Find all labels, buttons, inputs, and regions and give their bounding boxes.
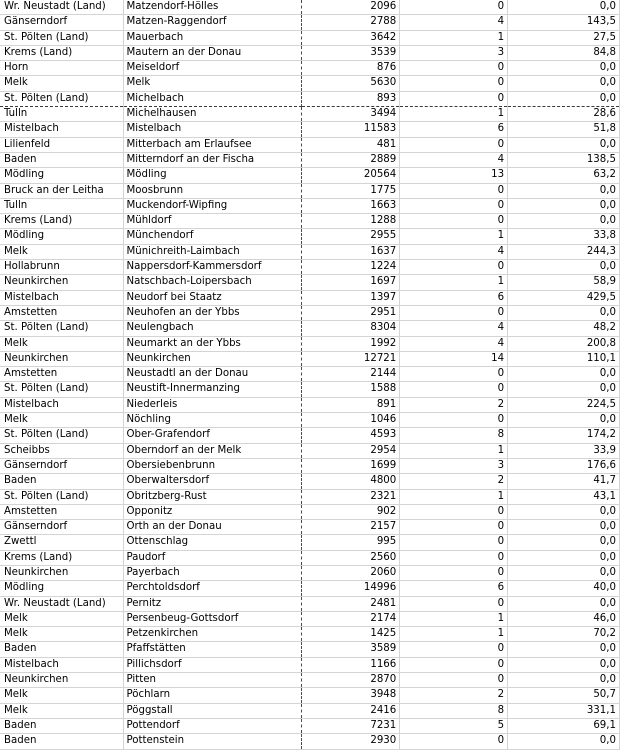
district-cell[interactable]: Melk xyxy=(0,413,124,428)
district-cell[interactable]: Mödling xyxy=(0,581,124,596)
cases-cell[interactable]: 0 xyxy=(400,657,508,672)
table-row xyxy=(0,550,620,565)
population-cell[interactable]: 995 xyxy=(302,535,400,550)
municipality-cell[interactable]: Oberwaltersdorf xyxy=(124,474,302,489)
district-cell[interactable]: Neunkirchen xyxy=(0,565,124,580)
table-row xyxy=(0,122,620,137)
district-cell[interactable]: Baden xyxy=(0,734,124,749)
incidence-cell[interactable]: 0,0 xyxy=(508,673,620,688)
cases-cell[interactable]: 0 xyxy=(400,214,508,229)
table-row xyxy=(0,305,620,320)
cases-cell[interactable]: 1 xyxy=(400,275,508,290)
municipality-cell[interactable]: Pottenstein xyxy=(124,734,302,749)
population-cell[interactable]: 2951 xyxy=(302,305,400,320)
incidence-cell[interactable]: 0,0 xyxy=(508,550,620,565)
district-cell[interactable]: Melk xyxy=(0,627,124,642)
municipality-cell[interactable]: Ottenschlag xyxy=(124,535,302,550)
table-row xyxy=(0,168,620,183)
population-cell[interactable]: 2060 xyxy=(302,565,400,580)
cases-cell[interactable]: 0 xyxy=(400,535,508,550)
district-cell[interactable]: Neunkirchen xyxy=(0,351,124,366)
population-cell[interactable]: 2481 xyxy=(302,596,400,611)
municipality-cell[interactable]: Neustift-Innermanzing xyxy=(124,382,302,397)
table-row xyxy=(0,290,620,305)
population-cell[interactable]: 2174 xyxy=(302,611,400,626)
population-cell[interactable]: 12721 xyxy=(302,351,400,366)
population-cell[interactable]: 1046 xyxy=(302,413,400,428)
municipality-cell[interactable]: Melk xyxy=(124,76,302,91)
cases-cell[interactable]: 0 xyxy=(400,596,508,611)
population-cell[interactable]: 1637 xyxy=(302,244,400,259)
population-cell[interactable]: 11583 xyxy=(302,122,400,137)
table-row xyxy=(0,183,620,198)
table-row xyxy=(0,45,620,60)
district-cell[interactable]: Amstetten xyxy=(0,504,124,519)
municipality-cell[interactable]: Obritzberg-Rust xyxy=(124,489,302,504)
district-cell[interactable]: Melk xyxy=(0,244,124,259)
cases-cell[interactable]: 0 xyxy=(400,520,508,535)
table-row xyxy=(0,336,620,351)
cases-cell[interactable]: 0 xyxy=(400,565,508,580)
district-cell[interactable]: Mistelbach xyxy=(0,290,124,305)
municipality-cell[interactable]: Michelhausen xyxy=(124,107,302,122)
population-cell[interactable]: 2096 xyxy=(302,0,400,15)
cases-cell[interactable]: 0 xyxy=(400,260,508,275)
cases-cell[interactable]: 0 xyxy=(400,198,508,213)
incidence-cell[interactable]: 46,0 xyxy=(508,611,620,626)
incidence-cell[interactable]: 0,0 xyxy=(508,61,620,76)
cases-cell[interactable]: 0 xyxy=(400,382,508,397)
table-row xyxy=(0,260,620,275)
cases-cell[interactable]: 6 xyxy=(400,290,508,305)
population-cell[interactable]: 1397 xyxy=(302,290,400,305)
population-cell[interactable]: 1775 xyxy=(302,183,400,198)
population-cell[interactable]: 3948 xyxy=(302,688,400,703)
table-row xyxy=(0,244,620,259)
district-cell[interactable]: Mistelbach xyxy=(0,122,124,137)
incidence-cell[interactable]: 244,3 xyxy=(508,244,620,259)
population-cell[interactable]: 2870 xyxy=(302,673,400,688)
population-cell[interactable]: 2788 xyxy=(302,15,400,30)
district-cell[interactable]: Baden xyxy=(0,152,124,167)
district-cell[interactable]: Baden xyxy=(0,718,124,733)
incidence-cell[interactable]: 0,0 xyxy=(508,642,620,657)
cases-cell[interactable]: 6 xyxy=(400,581,508,596)
district-cell[interactable]: Gänserndorf xyxy=(0,458,124,473)
cases-cell[interactable]: 6 xyxy=(400,122,508,137)
incidence-cell[interactable]: 33,8 xyxy=(508,229,620,244)
district-cell[interactable]: St. Pölten (Land) xyxy=(0,428,124,443)
cases-cell[interactable]: 0 xyxy=(400,413,508,428)
incidence-cell[interactable]: 33,9 xyxy=(508,443,620,458)
population-cell[interactable]: 2889 xyxy=(302,152,400,167)
district-cell[interactable]: Zwettl xyxy=(0,535,124,550)
table-row xyxy=(0,627,620,642)
municipality-cell[interactable]: Pöchlarn xyxy=(124,688,302,703)
district-cell[interactable]: Neunkirchen xyxy=(0,673,124,688)
municipality-cell[interactable]: Petzenkirchen xyxy=(124,627,302,642)
table-row xyxy=(0,504,620,519)
table-row xyxy=(0,76,620,91)
table-row xyxy=(0,137,620,152)
population-cell[interactable]: 1588 xyxy=(302,382,400,397)
incidence-cell[interactable]: 43,1 xyxy=(508,489,620,504)
table-row xyxy=(0,734,620,749)
incidence-cell[interactable]: 429,5 xyxy=(508,290,620,305)
cases-cell[interactable]: 0 xyxy=(400,734,508,749)
table-row xyxy=(0,428,620,443)
population-cell[interactable]: 2157 xyxy=(302,520,400,535)
municipality-cell[interactable]: Nöchling xyxy=(124,413,302,428)
district-cell[interactable]: Melk xyxy=(0,336,124,351)
cases-cell[interactable]: 2 xyxy=(400,688,508,703)
municipality-cell[interactable]: Perchtoldsdorf xyxy=(124,581,302,596)
district-cell[interactable]: Bruck an der Leitha xyxy=(0,183,124,198)
population-cell[interactable]: 1663 xyxy=(302,198,400,213)
district-cell[interactable]: Melk xyxy=(0,76,124,91)
table-row xyxy=(0,611,620,626)
population-cell[interactable]: 1699 xyxy=(302,458,400,473)
incidence-cell[interactable]: 0,0 xyxy=(508,260,620,275)
table-row xyxy=(0,520,620,535)
cases-cell[interactable]: 4 xyxy=(400,244,508,259)
municipality-cell[interactable]: Oberndorf an der Melk xyxy=(124,443,302,458)
cases-cell[interactable]: 1 xyxy=(400,229,508,244)
incidence-cell[interactable]: 224,5 xyxy=(508,397,620,412)
population-cell[interactable]: 3589 xyxy=(302,642,400,657)
table-row xyxy=(0,367,620,382)
district-cell[interactable]: Tulln xyxy=(0,107,124,122)
table-row xyxy=(0,458,620,473)
municipality-cell[interactable]: Meiseldorf xyxy=(124,61,302,76)
incidence-cell[interactable]: 50,7 xyxy=(508,688,620,703)
incidence-cell[interactable]: 0,0 xyxy=(508,137,620,152)
cases-cell[interactable]: 1 xyxy=(400,107,508,122)
municipality-cell[interactable]: Pernitz xyxy=(124,596,302,611)
table-row xyxy=(0,382,620,397)
cases-cell[interactable]: 0 xyxy=(400,0,508,15)
district-cell[interactable]: Amstetten xyxy=(0,367,124,382)
municipality-cell[interactable]: Pöggstall xyxy=(124,703,302,718)
cases-cell[interactable]: 0 xyxy=(400,550,508,565)
table-row xyxy=(0,229,620,244)
incidence-cell[interactable]: 0,0 xyxy=(508,214,620,229)
municipality-cell[interactable]: Pottendorf xyxy=(124,718,302,733)
incidence-cell[interactable]: 0,0 xyxy=(508,305,620,320)
district-cell[interactable]: Scheibbs xyxy=(0,443,124,458)
table-row xyxy=(0,413,620,428)
municipality-cell[interactable]: Neumarkt an der Ybbs xyxy=(124,336,302,351)
table-row xyxy=(0,91,620,106)
incidence-cell[interactable]: 58,9 xyxy=(508,275,620,290)
district-cell[interactable]: Lilienfeld xyxy=(0,137,124,152)
table-row xyxy=(0,443,620,458)
district-cell[interactable]: Melk xyxy=(0,688,124,703)
population-cell[interactable]: 7231 xyxy=(302,718,400,733)
table-row xyxy=(0,30,620,45)
cases-cell[interactable]: 0 xyxy=(400,642,508,657)
district-cell[interactable]: Wr. Neustadt (Land) xyxy=(0,596,124,611)
cases-cell[interactable]: 8 xyxy=(400,703,508,718)
incidence-cell[interactable]: 176,6 xyxy=(508,458,620,473)
table-row xyxy=(0,535,620,550)
incidence-cell[interactable]: 200,8 xyxy=(508,336,620,351)
district-cell[interactable]: Krems (Land) xyxy=(0,550,124,565)
population-cell[interactable]: 1288 xyxy=(302,214,400,229)
incidence-cell[interactable]: 51,8 xyxy=(508,122,620,137)
cases-cell[interactable]: 0 xyxy=(400,673,508,688)
municipality-cell[interactable]: Neuhofen an der Ybbs xyxy=(124,305,302,320)
table-row xyxy=(0,0,620,15)
incidence-cell[interactable]: 0,0 xyxy=(508,183,620,198)
district-cell[interactable]: Krems (Land) xyxy=(0,45,124,60)
municipality-cell[interactable]: Nappersdorf-Kammersdorf xyxy=(124,260,302,275)
municipality-cell[interactable]: Obersiebenbrunn xyxy=(124,458,302,473)
population-cell[interactable]: 2560 xyxy=(302,550,400,565)
incidence-cell[interactable]: 28,6 xyxy=(508,107,620,122)
cases-cell[interactable]: 1 xyxy=(400,30,508,45)
cases-cell[interactable]: 0 xyxy=(400,91,508,106)
district-cell[interactable]: Krems (Land) xyxy=(0,214,124,229)
population-cell[interactable]: 1166 xyxy=(302,657,400,672)
table-row xyxy=(0,107,620,122)
district-cell[interactable]: Gänserndorf xyxy=(0,520,124,535)
cases-cell[interactable]: 0 xyxy=(400,76,508,91)
cases-cell[interactable]: 0 xyxy=(400,137,508,152)
cases-cell[interactable]: 1 xyxy=(400,489,508,504)
population-cell[interactable]: 891 xyxy=(302,397,400,412)
district-cell[interactable]: Neunkirchen xyxy=(0,275,124,290)
municipality-cell[interactable]: Mauerbach xyxy=(124,30,302,45)
incidence-cell[interactable]: 0,0 xyxy=(508,198,620,213)
population-cell[interactable]: 481 xyxy=(302,137,400,152)
municipality-cell[interactable]: Muckendorf-Wipfing xyxy=(124,198,302,213)
incidence-cell[interactable]: 0,0 xyxy=(508,657,620,672)
incidence-cell[interactable]: 331,1 xyxy=(508,703,620,718)
population-cell[interactable]: 3642 xyxy=(302,30,400,45)
incidence-cell[interactable]: 0,0 xyxy=(508,535,620,550)
municipality-cell[interactable]: Moosbrunn xyxy=(124,183,302,198)
municipality-cell[interactable]: Matzendorf-Hölles xyxy=(124,0,302,15)
cases-cell[interactable]: 1 xyxy=(400,443,508,458)
district-cell[interactable]: Wr. Neustadt (Land) xyxy=(0,0,124,15)
district-cell[interactable]: Melk xyxy=(0,611,124,626)
population-cell[interactable]: 8304 xyxy=(302,321,400,336)
population-cell[interactable]: 1224 xyxy=(302,260,400,275)
table-row xyxy=(0,642,620,657)
municipality-cell[interactable]: Mistelbach xyxy=(124,122,302,137)
municipality-cell[interactable]: Neudorf bei Staatz xyxy=(124,290,302,305)
table-row xyxy=(0,214,620,229)
population-cell[interactable]: 2321 xyxy=(302,489,400,504)
population-cell[interactable]: 14996 xyxy=(302,581,400,596)
incidence-cell[interactable]: 63,2 xyxy=(508,168,620,183)
municipality-cell[interactable]: Orth an der Donau xyxy=(124,520,302,535)
incidence-cell[interactable]: 0,0 xyxy=(508,734,620,749)
incidence-cell[interactable]: 0,0 xyxy=(508,565,620,580)
municipality-cell[interactable]: Matzen-Raggendorf xyxy=(124,15,302,30)
municipality-cell[interactable]: Mödling xyxy=(124,168,302,183)
district-cell[interactable]: Baden xyxy=(0,642,124,657)
municipality-cell[interactable]: Niederleis xyxy=(124,397,302,412)
cases-cell[interactable]: 2 xyxy=(400,397,508,412)
municipality-cell[interactable]: Ober-Grafendorf xyxy=(124,428,302,443)
population-cell[interactable]: 2416 xyxy=(302,703,400,718)
district-cell[interactable]: Melk xyxy=(0,703,124,718)
incidence-cell[interactable]: 41,7 xyxy=(508,474,620,489)
district-cell[interactable]: Tulln xyxy=(0,198,124,213)
population-cell[interactable]: 1425 xyxy=(302,627,400,642)
table-row xyxy=(0,718,620,733)
population-cell[interactable]: 2954 xyxy=(302,443,400,458)
district-cell[interactable]: Amstetten xyxy=(0,305,124,320)
incidence-cell[interactable]: 0,0 xyxy=(508,413,620,428)
table-row xyxy=(0,596,620,611)
municipality-cell[interactable]: Pillichsdorf xyxy=(124,657,302,672)
cases-cell[interactable]: 13 xyxy=(400,168,508,183)
cases-cell[interactable]: 1 xyxy=(400,627,508,642)
district-cell[interactable]: Baden xyxy=(0,474,124,489)
incidence-cell[interactable]: 27,5 xyxy=(508,30,620,45)
municipality-cell[interactable]: Mautern an der Donau xyxy=(124,45,302,60)
table-row xyxy=(0,321,620,336)
incidence-cell[interactable]: 0,0 xyxy=(508,91,620,106)
district-cell[interactable]: Mödling xyxy=(0,168,124,183)
table-row xyxy=(0,61,620,76)
district-cell[interactable]: Mistelbach xyxy=(0,397,124,412)
table-row xyxy=(0,397,620,412)
population-cell[interactable]: 4800 xyxy=(302,474,400,489)
table-row xyxy=(0,351,620,366)
municipality-cell[interactable]: Mitterndorf an der Fischa xyxy=(124,152,302,167)
incidence-cell[interactable]: 138,5 xyxy=(508,152,620,167)
table-row xyxy=(0,474,620,489)
municipality-cell[interactable]: Neunkirchen xyxy=(124,351,302,366)
district-cell[interactable]: Mödling xyxy=(0,229,124,244)
district-cell[interactable]: St. Pölten (Land) xyxy=(0,382,124,397)
district-cell[interactable]: St. Pölten (Land) xyxy=(0,30,124,45)
population-cell[interactable]: 4593 xyxy=(302,428,400,443)
cases-cell[interactable]: 1 xyxy=(400,611,508,626)
municipality-cell[interactable]: Mitterbach am Erlaufsee xyxy=(124,137,302,152)
district-cell[interactable]: Mistelbach xyxy=(0,657,124,672)
cases-cell[interactable]: 3 xyxy=(400,45,508,60)
cases-cell[interactable]: 4 xyxy=(400,321,508,336)
municipality-cell[interactable]: Neustadtl an der Donau xyxy=(124,367,302,382)
cases-cell[interactable]: 0 xyxy=(400,183,508,198)
municipality-cell[interactable]: Persenbeug-Gottsdorf xyxy=(124,611,302,626)
district-cell[interactable]: Hollabrunn xyxy=(0,260,124,275)
municipality-cell[interactable]: Michelbach xyxy=(124,91,302,106)
cases-cell[interactable]: 5 xyxy=(400,718,508,733)
table-row xyxy=(0,703,620,718)
incidence-cell[interactable]: 0,0 xyxy=(508,504,620,519)
population-cell[interactable]: 2955 xyxy=(302,229,400,244)
population-cell[interactable]: 2144 xyxy=(302,367,400,382)
incidence-cell[interactable]: 0,0 xyxy=(508,76,620,91)
table-row xyxy=(0,688,620,703)
population-cell[interactable]: 1992 xyxy=(302,336,400,351)
population-cell[interactable]: 902 xyxy=(302,504,400,519)
incidence-cell[interactable]: 0,0 xyxy=(508,596,620,611)
cases-cell[interactable]: 4 xyxy=(400,152,508,167)
district-cell[interactable]: Gänserndorf xyxy=(0,15,124,30)
municipality-cell[interactable]: Münichreith-Laimbach xyxy=(124,244,302,259)
table-row xyxy=(0,489,620,504)
municipality-cell[interactable]: Münchendorf xyxy=(124,229,302,244)
municipality-cell[interactable]: Pitten xyxy=(124,673,302,688)
cases-cell[interactable]: 4 xyxy=(400,336,508,351)
incidence-cell[interactable]: 143,5 xyxy=(508,15,620,30)
cases-cell[interactable]: 0 xyxy=(400,367,508,382)
cases-cell[interactable]: 2 xyxy=(400,474,508,489)
table-row xyxy=(0,565,620,580)
population-cell[interactable]: 1697 xyxy=(302,275,400,290)
district-cell[interactable]: Horn xyxy=(0,61,124,76)
incidence-cell[interactable]: 0,0 xyxy=(508,0,620,15)
cases-cell[interactable]: 4 xyxy=(400,15,508,30)
municipality-cell[interactable]: Neulengbach xyxy=(124,321,302,336)
incidence-cell[interactable]: 0,0 xyxy=(508,520,620,535)
population-cell[interactable]: 2930 xyxy=(302,734,400,749)
district-cell[interactable]: St. Pölten (Land) xyxy=(0,91,124,106)
district-cell[interactable]: St. Pölten (Land) xyxy=(0,489,124,504)
incidence-cell[interactable]: 70,2 xyxy=(508,627,620,642)
municipality-cell[interactable]: Payerbach xyxy=(124,565,302,580)
municipality-cell[interactable]: Natschbach-Loipersbach xyxy=(124,275,302,290)
incidence-cell[interactable]: 110,1 xyxy=(508,351,620,366)
incidence-cell[interactable]: 0,0 xyxy=(508,382,620,397)
population-cell[interactable]: 893 xyxy=(302,91,400,106)
population-cell[interactable]: 3494 xyxy=(302,107,400,122)
table-row xyxy=(0,657,620,672)
incidence-cell[interactable]: 48,2 xyxy=(508,321,620,336)
incidence-cell[interactable]: 40,0 xyxy=(508,581,620,596)
municipality-cell[interactable]: Mühldorf xyxy=(124,214,302,229)
table-row xyxy=(0,275,620,290)
cases-cell[interactable]: 0 xyxy=(400,305,508,320)
municipality-cell[interactable]: Paudorf xyxy=(124,550,302,565)
district-cell[interactable]: St. Pölten (Land) xyxy=(0,321,124,336)
table-row xyxy=(0,15,620,30)
incidence-cell[interactable]: 174,2 xyxy=(508,428,620,443)
incidence-cell[interactable]: 84,8 xyxy=(508,45,620,60)
population-cell[interactable]: 5630 xyxy=(302,76,400,91)
incidence-cell[interactable]: 0,0 xyxy=(508,367,620,382)
table-row xyxy=(0,152,620,167)
cases-cell[interactable]: 3 xyxy=(400,458,508,473)
cases-cell[interactable]: 8 xyxy=(400,428,508,443)
cases-cell[interactable]: 14 xyxy=(400,351,508,366)
population-cell[interactable]: 3539 xyxy=(302,45,400,60)
cases-cell[interactable]: 0 xyxy=(400,504,508,519)
table-row xyxy=(0,581,620,596)
incidence-cell[interactable]: 69,1 xyxy=(508,718,620,733)
table-row xyxy=(0,198,620,213)
municipality-cell[interactable]: Opponitz xyxy=(124,504,302,519)
population-cell[interactable]: 20564 xyxy=(302,168,400,183)
municipality-cell[interactable]: Pfaffstätten xyxy=(124,642,302,657)
cases-cell[interactable]: 0 xyxy=(400,61,508,76)
table-row xyxy=(0,673,620,688)
population-cell[interactable]: 876 xyxy=(302,61,400,76)
